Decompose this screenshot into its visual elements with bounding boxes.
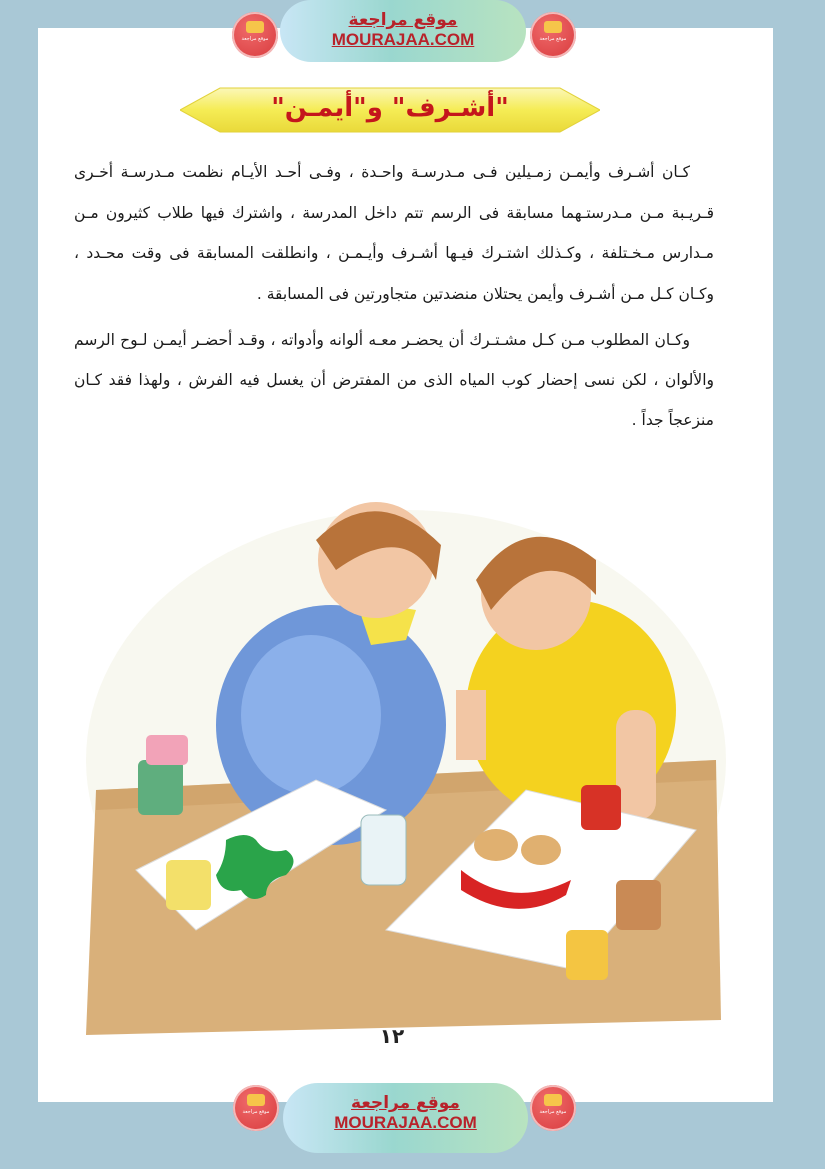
site-name-arabic[interactable]: موقع مراجعة	[351, 1093, 460, 1113]
mourajaa-logo-icon	[544, 21, 562, 33]
logo-badge-bottom-right: موقع مراجعة	[530, 1085, 576, 1131]
paragraph-2: وكـان المطلوب مـن كـل مشـتـرك أن يحضـر معـه ألوانه وأدواته ، وقـد أحضـر أيمـن لـوح الرسم والألوان ، لكن نسى إحضار كوب المياه الذى من المفترض أن يغسل فيه الفرش ، ولهذا فقد كـان منزعجاً جداً .	[74, 331, 714, 429]
mourajaa-logo-icon	[544, 1094, 562, 1106]
site-banner-bottom[interactable]	[283, 1083, 528, 1153]
site-url[interactable]: MOURAJAA.COM	[334, 1113, 477, 1132]
site-banner-top[interactable]	[280, 0, 526, 62]
paragraph-1: كـان أشـرف وأيمـن زمـيلين فـى مـدرسـة واحـدة ، وفـى أحـد الأيـام نظمت مـدرسـة أخـرى قـريـبة مـن مـدرستـهما مسابقة فى الرسم تتم داخل المدرسة ، واشترك فيها طلاب كثيرون مـن مـدارس مـخـتلفة ، وكـذلك اشتـرك فيـها أشـرف وأيـمـن ، وانطلقت المسابقة فى وقت محـدد ، وكـان كـل مـن أشـرف وأيمن يحتلان منضدتين متجاورتين فى المسابقة .	[74, 163, 714, 303]
title-ribbon	[180, 86, 600, 134]
story-title: "أشـرف" و"أيمـن"	[271, 93, 509, 123]
site-name-arabic[interactable]: موقع مراجعة	[348, 10, 458, 30]
mourajaa-logo-icon	[247, 1094, 265, 1106]
logo-badge-top-left: موقع مراجعة	[232, 12, 278, 58]
logo-badge-bottom-left: موقع مراجعة	[233, 1085, 279, 1131]
mourajaa-logo-icon	[246, 21, 264, 33]
story-text	[74, 152, 714, 446]
site-url[interactable]: MOURAJAA.COM	[331, 30, 475, 49]
children-painting-illustration	[76, 460, 726, 1035]
page-number: ١٢	[379, 1024, 405, 1048]
logo-badge-top-right: موقع مراجعة	[530, 12, 576, 58]
